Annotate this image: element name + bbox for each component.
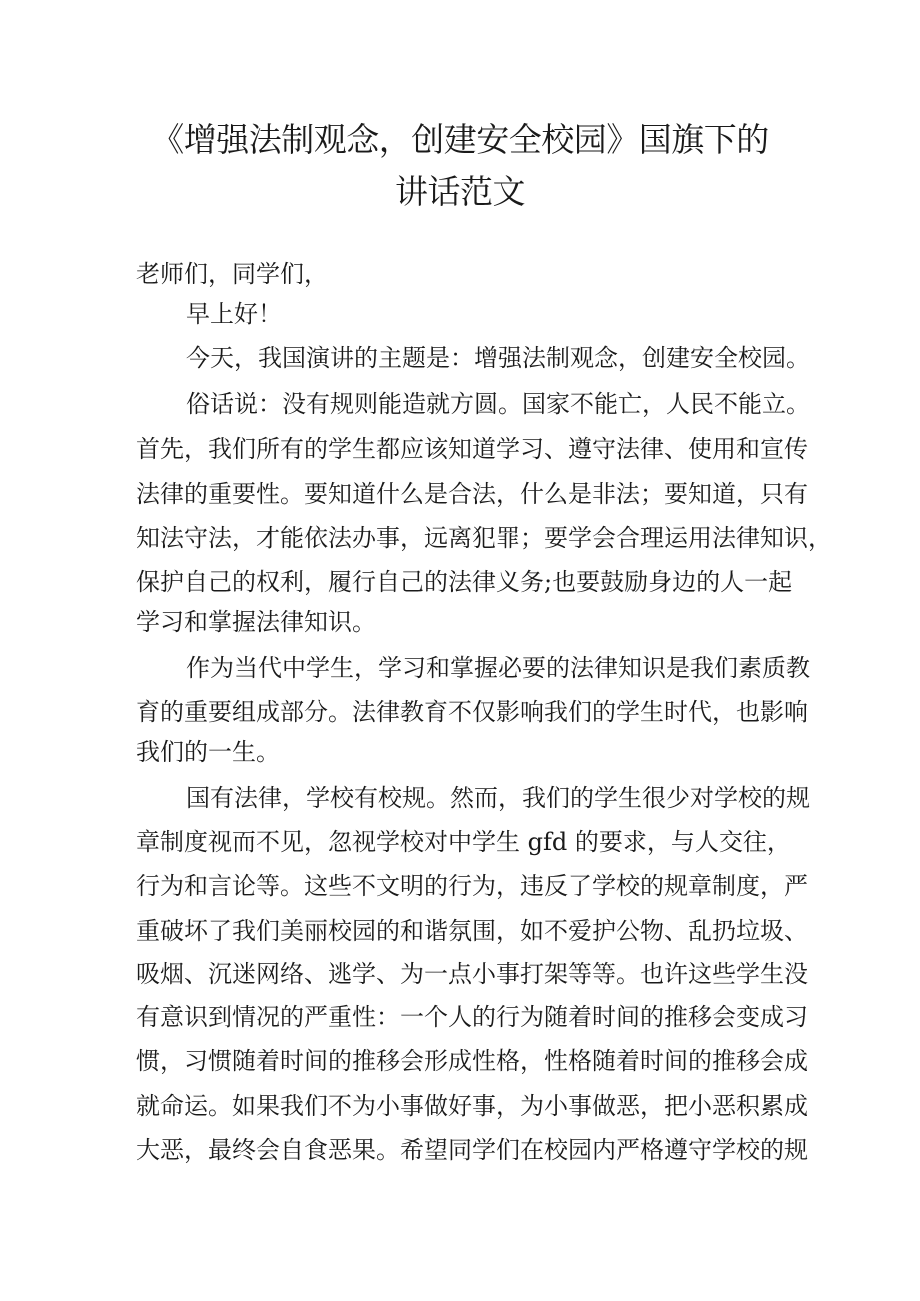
paragraph-line: 重破坏了我们美丽校园的和谐氛围，如不爱护公物、乱扔垃圾、 — [136, 917, 808, 945]
paragraph-line: 惯，习惯随着时间的推移会形成性格，性格随着时间的推移会成 — [136, 1047, 808, 1075]
paragraph-line: 作为当代中学生，学习和掌握必要的法律知识是我们素质教 — [186, 654, 810, 682]
paragraph-line: 国有法律，学校有校规。然而，我们的学生很少对学校的规 — [186, 784, 810, 812]
paragraph-line: 大恶，最终会自食恶果。希望同学们在校园内严格遵守学校的规 — [136, 1136, 808, 1164]
paragraph-line: 章制度视而不见，忽视学校对中学生 gfd 的要求，与人交往， — [136, 828, 791, 856]
paragraph-line: 我们的一生。 — [136, 738, 280, 766]
paragraph-line: 学习和掌握法律知识。 — [136, 608, 376, 636]
paragraph-line: 吸烟、沉迷网络、逃学、为一点小事打架等等。也许这些学生没 — [136, 960, 808, 988]
paragraph-line: 俗话说：没有规则能造就方圆。国家不能亡，人民不能立。 — [186, 390, 810, 418]
paragraph-line: 保护自己的权利，履行自己的法律义务;也要鼓励身边的人一起 — [136, 568, 793, 596]
paragraph-line: 有意识到情况的严重性：一个人的行为随着时间的推移会变成习 — [136, 1003, 808, 1031]
paragraph-line: 就命运。如果我们不为小事做好事，为小事做恶，把小恶积累成 — [136, 1092, 808, 1120]
paragraph-line: 法律的重要性。要知道什么是合法，什么是非法；要知道，只有 — [136, 480, 808, 508]
paragraph-line: 育的重要组成部分。法律教育不仅影响我们的学生时代，也影响 — [136, 698, 808, 726]
paragraph-line: 行为和言论等。这些不文明的行为，违反了学校的规章制度，严 — [136, 872, 808, 900]
document-title-line-1: 《增强法制观念，创建安全校园》国旗下的 — [151, 120, 769, 159]
paragraph-line: 知法守法，才能依法办事，远离犯罪；要学会合理运用法律知识， — [136, 524, 832, 552]
document-title-line-2: 讲话范文 — [395, 172, 525, 211]
paragraph-line: 今天，我国演讲的主题是：增强法制观念，创建安全校园。 — [186, 344, 810, 372]
greeting-line: 老师们，同学们， — [136, 260, 328, 288]
paragraph-line: 早上好！ — [186, 300, 282, 328]
paragraph-line: 首先，我们所有的学生都应该知道学习、遵守法律、使用和宣传 — [136, 435, 808, 463]
